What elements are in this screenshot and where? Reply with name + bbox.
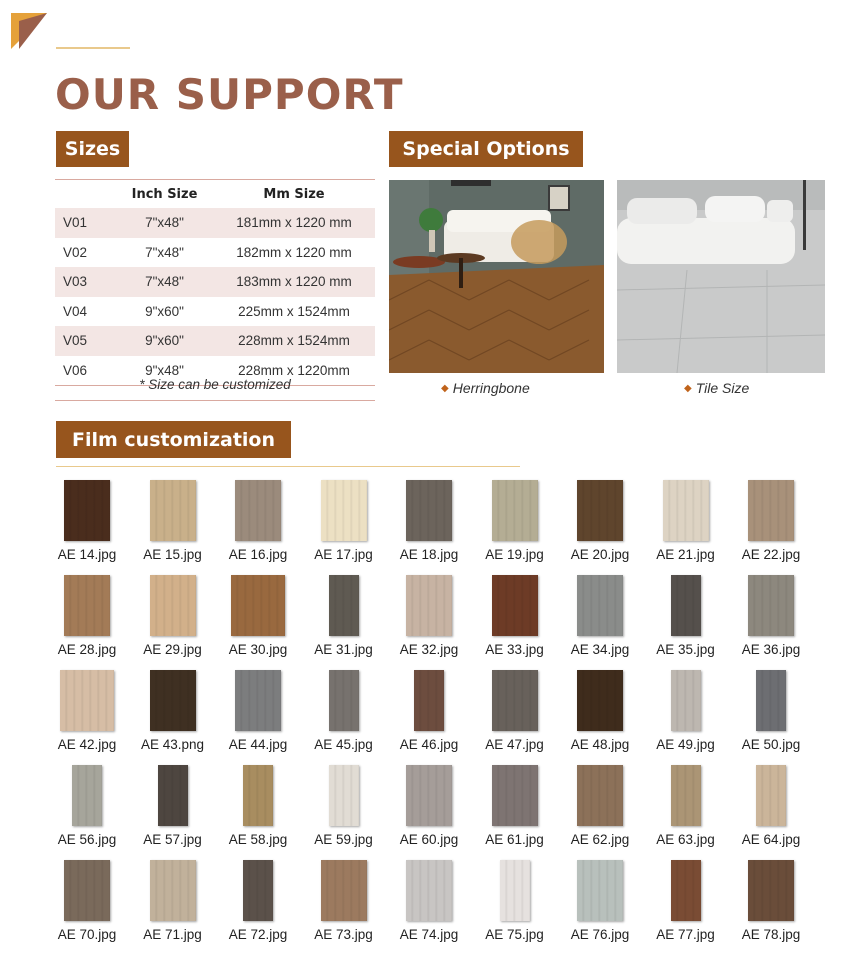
film-swatch-item[interactable] (52, 668, 122, 763)
film-swatch-label: AE 29.jpg (143, 642, 202, 657)
code-cell: V06 (63, 362, 88, 378)
film-swatch-label: AE 20.jpg (570, 547, 630, 562)
film-swatch-image[interactable] (748, 860, 794, 921)
film-swatch-label: AE 74.jpg (399, 927, 459, 942)
film-swatch-label: AE 77.jpg (656, 927, 715, 942)
bullet-diamond-icon: ◆ (441, 382, 449, 394)
film-swatch-item[interactable] (565, 858, 635, 953)
film-swatch-label: AE 72.jpg (228, 927, 288, 942)
herringbone-photo (389, 180, 604, 373)
film-swatch-label: AE 47.jpg (485, 737, 544, 752)
film-swatch-image[interactable] (756, 670, 786, 731)
film-swatch-label: AE 63.jpg (656, 832, 715, 847)
film-swatch-image[interactable] (663, 480, 709, 541)
film-swatch-label: AE 22.jpg (741, 547, 801, 562)
film-swatch-image[interactable] (329, 765, 359, 826)
film-swatch-item[interactable] (651, 763, 721, 858)
film-swatch-item[interactable] (223, 668, 293, 763)
code-cell: V02 (63, 244, 88, 260)
film-swatch-image[interactable] (492, 765, 538, 826)
film-swatch-image[interactable] (671, 860, 701, 921)
film-swatch-label: AE 57.jpg (143, 832, 202, 847)
mm-column-header: Mm Size (263, 186, 325, 202)
film-swatch-item[interactable] (565, 668, 635, 763)
film-swatch-item[interactable] (736, 668, 806, 763)
mm-cell: 181mm x 1220 mm (213, 208, 375, 238)
film-swatch-label: AE 60.jpg (399, 832, 459, 847)
film-swatch-item[interactable] (138, 763, 208, 858)
film-swatch-image[interactable] (406, 480, 452, 541)
film-swatch-image[interactable] (64, 480, 110, 541)
film-swatch-item[interactable] (480, 573, 550, 668)
film-swatch-image[interactable] (72, 765, 102, 826)
mm-cell: 183mm x 1220 mm (213, 267, 375, 297)
herringbone-label: Herringbone (452, 380, 530, 396)
table-row (55, 326, 375, 356)
film-swatch-item[interactable] (223, 478, 293, 573)
film-swatch-label: AE 75.jpg (485, 927, 544, 942)
film-swatch-image[interactable] (64, 575, 110, 636)
film-swatch-image[interactable] (748, 480, 794, 541)
mm-cell: 225mm x 1524mm (238, 303, 350, 319)
film-swatch-label: AE 31.jpg (314, 642, 373, 657)
film-swatch-image[interactable] (158, 765, 188, 826)
film-swatch-image[interactable] (60, 670, 114, 731)
film-swatch-label: AE 62.jpg (570, 832, 630, 847)
film-swatch-image[interactable] (492, 670, 538, 731)
film-swatch-label: AE 58.jpg (228, 832, 288, 847)
film-swatch-item[interactable] (309, 573, 379, 668)
film-swatch-label: AE 46.jpg (399, 737, 459, 752)
special-options-heading: Special Options (389, 131, 583, 167)
inch-cell: 9"x60" (145, 303, 184, 319)
film-swatch-image[interactable] (671, 765, 701, 826)
film-swatch-label: AE 42.jpg (57, 737, 117, 752)
film-swatch-item[interactable] (651, 668, 721, 763)
film-swatch-image[interactable] (150, 480, 196, 541)
film-swatch-image[interactable] (406, 860, 452, 921)
film-swatch-item[interactable] (52, 763, 122, 858)
film-swatch-item[interactable] (309, 763, 379, 858)
film-swatch-image[interactable] (235, 480, 281, 541)
film-swatch-image[interactable] (329, 575, 359, 636)
film-swatch-item[interactable] (52, 478, 122, 573)
inch-cell: 9"x60" (116, 326, 213, 356)
film-swatch-image[interactable] (243, 860, 273, 921)
tile-size-label: Tile Size (695, 380, 750, 396)
film-swatch-item[interactable] (736, 573, 806, 668)
film-swatch-label: AE 44.jpg (228, 737, 288, 752)
table-row (55, 238, 375, 268)
herringbone-caption (441, 380, 530, 396)
film-swatch-label: AE 61.jpg (485, 832, 544, 847)
film-swatch-label: AE 64.jpg (741, 832, 801, 847)
film-swatch-image[interactable] (150, 860, 196, 921)
film-swatch-label: AE 17.jpg (314, 547, 373, 562)
table-row (55, 267, 375, 297)
code-cell: V01 (55, 208, 116, 238)
film-swatch-label: AE 50.jpg (741, 737, 801, 752)
size-note: * Size can be customized (139, 377, 291, 392)
film-swatch-image[interactable] (406, 575, 452, 636)
top-accent-rule (56, 47, 130, 49)
film-swatch-image[interactable] (329, 670, 359, 731)
film-swatch-label: AE 35.jpg (656, 642, 715, 657)
table-row (55, 208, 375, 238)
film-swatch-item[interactable] (138, 858, 208, 953)
film-swatch-item[interactable] (138, 478, 208, 573)
film-swatch-label: AE 21.jpg (656, 547, 715, 562)
mm-cell: 182mm x 1220 mm (236, 244, 352, 260)
film-swatch-label: AE 30.jpg (228, 642, 288, 657)
film-swatch-label: AE 32.jpg (399, 642, 459, 657)
film-swatch-image[interactable] (321, 480, 367, 541)
film-swatch-image[interactable] (577, 765, 623, 826)
bullet-diamond-icon: ◆ (684, 382, 692, 394)
film-swatch-label: AE 70.jpg (57, 927, 117, 942)
film-swatch-label: AE 34.jpg (570, 642, 630, 657)
film-swatch-label: AE 78.jpg (741, 927, 801, 942)
film-swatch-label: AE 45.jpg (314, 737, 373, 752)
film-swatch-image[interactable] (671, 575, 701, 636)
film-swatch-label: AE 18.jpg (399, 547, 459, 562)
film-swatch-image[interactable] (235, 670, 281, 731)
table-bottom-rule (55, 400, 375, 401)
film-swatch-item[interactable] (223, 858, 293, 953)
size-table-header (55, 180, 375, 209)
film-swatch-item[interactable] (480, 478, 550, 573)
film-swatch-item[interactable] (394, 763, 464, 858)
film-accent-rule (56, 466, 520, 467)
film-swatch-label: AE 49.jpg (656, 737, 715, 752)
code-cell: V05 (55, 326, 116, 356)
film-swatch-item[interactable] (138, 668, 208, 763)
film-swatch-label: AE 76.jpg (570, 927, 630, 942)
film-swatch-label: AE 56.jpg (57, 832, 117, 847)
mm-cell: 228mm x 1524mm (213, 326, 375, 356)
film-swatch-item[interactable] (394, 478, 464, 573)
film-swatch-item[interactable] (736, 763, 806, 858)
code-cell: V04 (63, 303, 88, 319)
table-row (55, 297, 375, 327)
film-swatch-image[interactable] (492, 575, 538, 636)
film-swatch-image[interactable] (577, 670, 623, 731)
film-swatch-image[interactable] (150, 575, 196, 636)
film-swatch-item[interactable] (651, 478, 721, 573)
film-swatch-label: AE 59.jpg (314, 832, 373, 847)
inch-cell: 7"x48" (116, 267, 213, 297)
film-swatch-image[interactable] (231, 575, 285, 636)
film-swatch-item[interactable] (223, 763, 293, 858)
film-swatch-image[interactable] (492, 480, 538, 541)
film-swatch-item[interactable] (480, 763, 550, 858)
film-swatch-item[interactable] (223, 573, 293, 668)
film-swatch-item[interactable] (651, 858, 721, 953)
film-swatch-label: AE 43.png (140, 737, 205, 752)
film-swatch-image[interactable] (577, 480, 623, 541)
inch-cell: 7"x48" (145, 244, 184, 260)
film-swatch-item[interactable] (309, 478, 379, 573)
film-swatch-image[interactable] (577, 575, 623, 636)
film-swatch-image[interactable] (500, 860, 530, 921)
film-swatch-item[interactable] (651, 573, 721, 668)
film-swatch-label: AE 28.jpg (57, 642, 117, 657)
inch-cell: 9"x48" (145, 362, 184, 378)
film-swatch-label: AE 15.jpg (143, 547, 202, 562)
film-swatch-image[interactable] (756, 765, 786, 826)
film-swatch-item[interactable] (309, 858, 379, 953)
film-swatch-item[interactable] (736, 478, 806, 573)
tile-size-photo (617, 180, 825, 373)
film-swatch-item[interactable] (394, 573, 464, 668)
film-swatch-item[interactable] (52, 573, 122, 668)
film-swatch-image[interactable] (414, 670, 444, 731)
film-swatch-image[interactable] (321, 860, 367, 921)
film-swatch-item[interactable] (480, 668, 550, 763)
swatch-grid (52, 478, 852, 953)
tile-size-caption (684, 380, 749, 396)
film-swatch-label: AE 16.jpg (228, 547, 288, 562)
size-table (55, 179, 375, 386)
film-swatch-item[interactable] (565, 478, 635, 573)
film-swatch-item[interactable] (309, 668, 379, 763)
film-swatch-item[interactable] (480, 858, 550, 953)
inch-cell: 7"x48" (116, 208, 213, 238)
code-column-header (55, 180, 116, 209)
inch-column-header: Inch Size (131, 186, 198, 202)
film-swatch-label: AE 19.jpg (485, 547, 544, 562)
mm-cell: 228mm x 1220mm (238, 362, 350, 378)
film-swatch-item[interactable] (565, 763, 635, 858)
film-swatch-label: AE 33.jpg (485, 642, 544, 657)
corner-logo-icon (11, 13, 47, 49)
film-swatch-image[interactable] (671, 670, 701, 731)
film-swatch-image[interactable] (577, 860, 623, 921)
film-swatch-label: AE 48.jpg (570, 737, 630, 752)
code-cell: V03 (55, 267, 116, 297)
film-swatch-image[interactable] (243, 765, 273, 826)
film-swatch-item[interactable] (394, 668, 464, 763)
film-swatch-label: AE 71.jpg (143, 927, 202, 942)
film-swatch-label: AE 36.jpg (741, 642, 801, 657)
film-customization-heading: Film customization (56, 421, 291, 458)
film-swatch-item[interactable] (52, 858, 122, 953)
film-swatch-item[interactable] (138, 573, 208, 668)
film-swatch-item[interactable] (565, 573, 635, 668)
film-swatch-label: AE 73.jpg (314, 927, 373, 942)
film-swatch-label: AE 14.jpg (57, 547, 117, 562)
film-swatch-item[interactable] (394, 858, 464, 953)
film-swatch-image[interactable] (406, 765, 452, 826)
film-swatch-image[interactable] (64, 860, 110, 921)
film-swatch-image[interactable] (748, 575, 794, 636)
sizes-heading: Sizes (56, 131, 129, 167)
film-swatch-image[interactable] (150, 670, 196, 731)
page-title: OUR SUPPORT (55, 70, 404, 119)
film-swatch-item[interactable] (736, 858, 806, 953)
